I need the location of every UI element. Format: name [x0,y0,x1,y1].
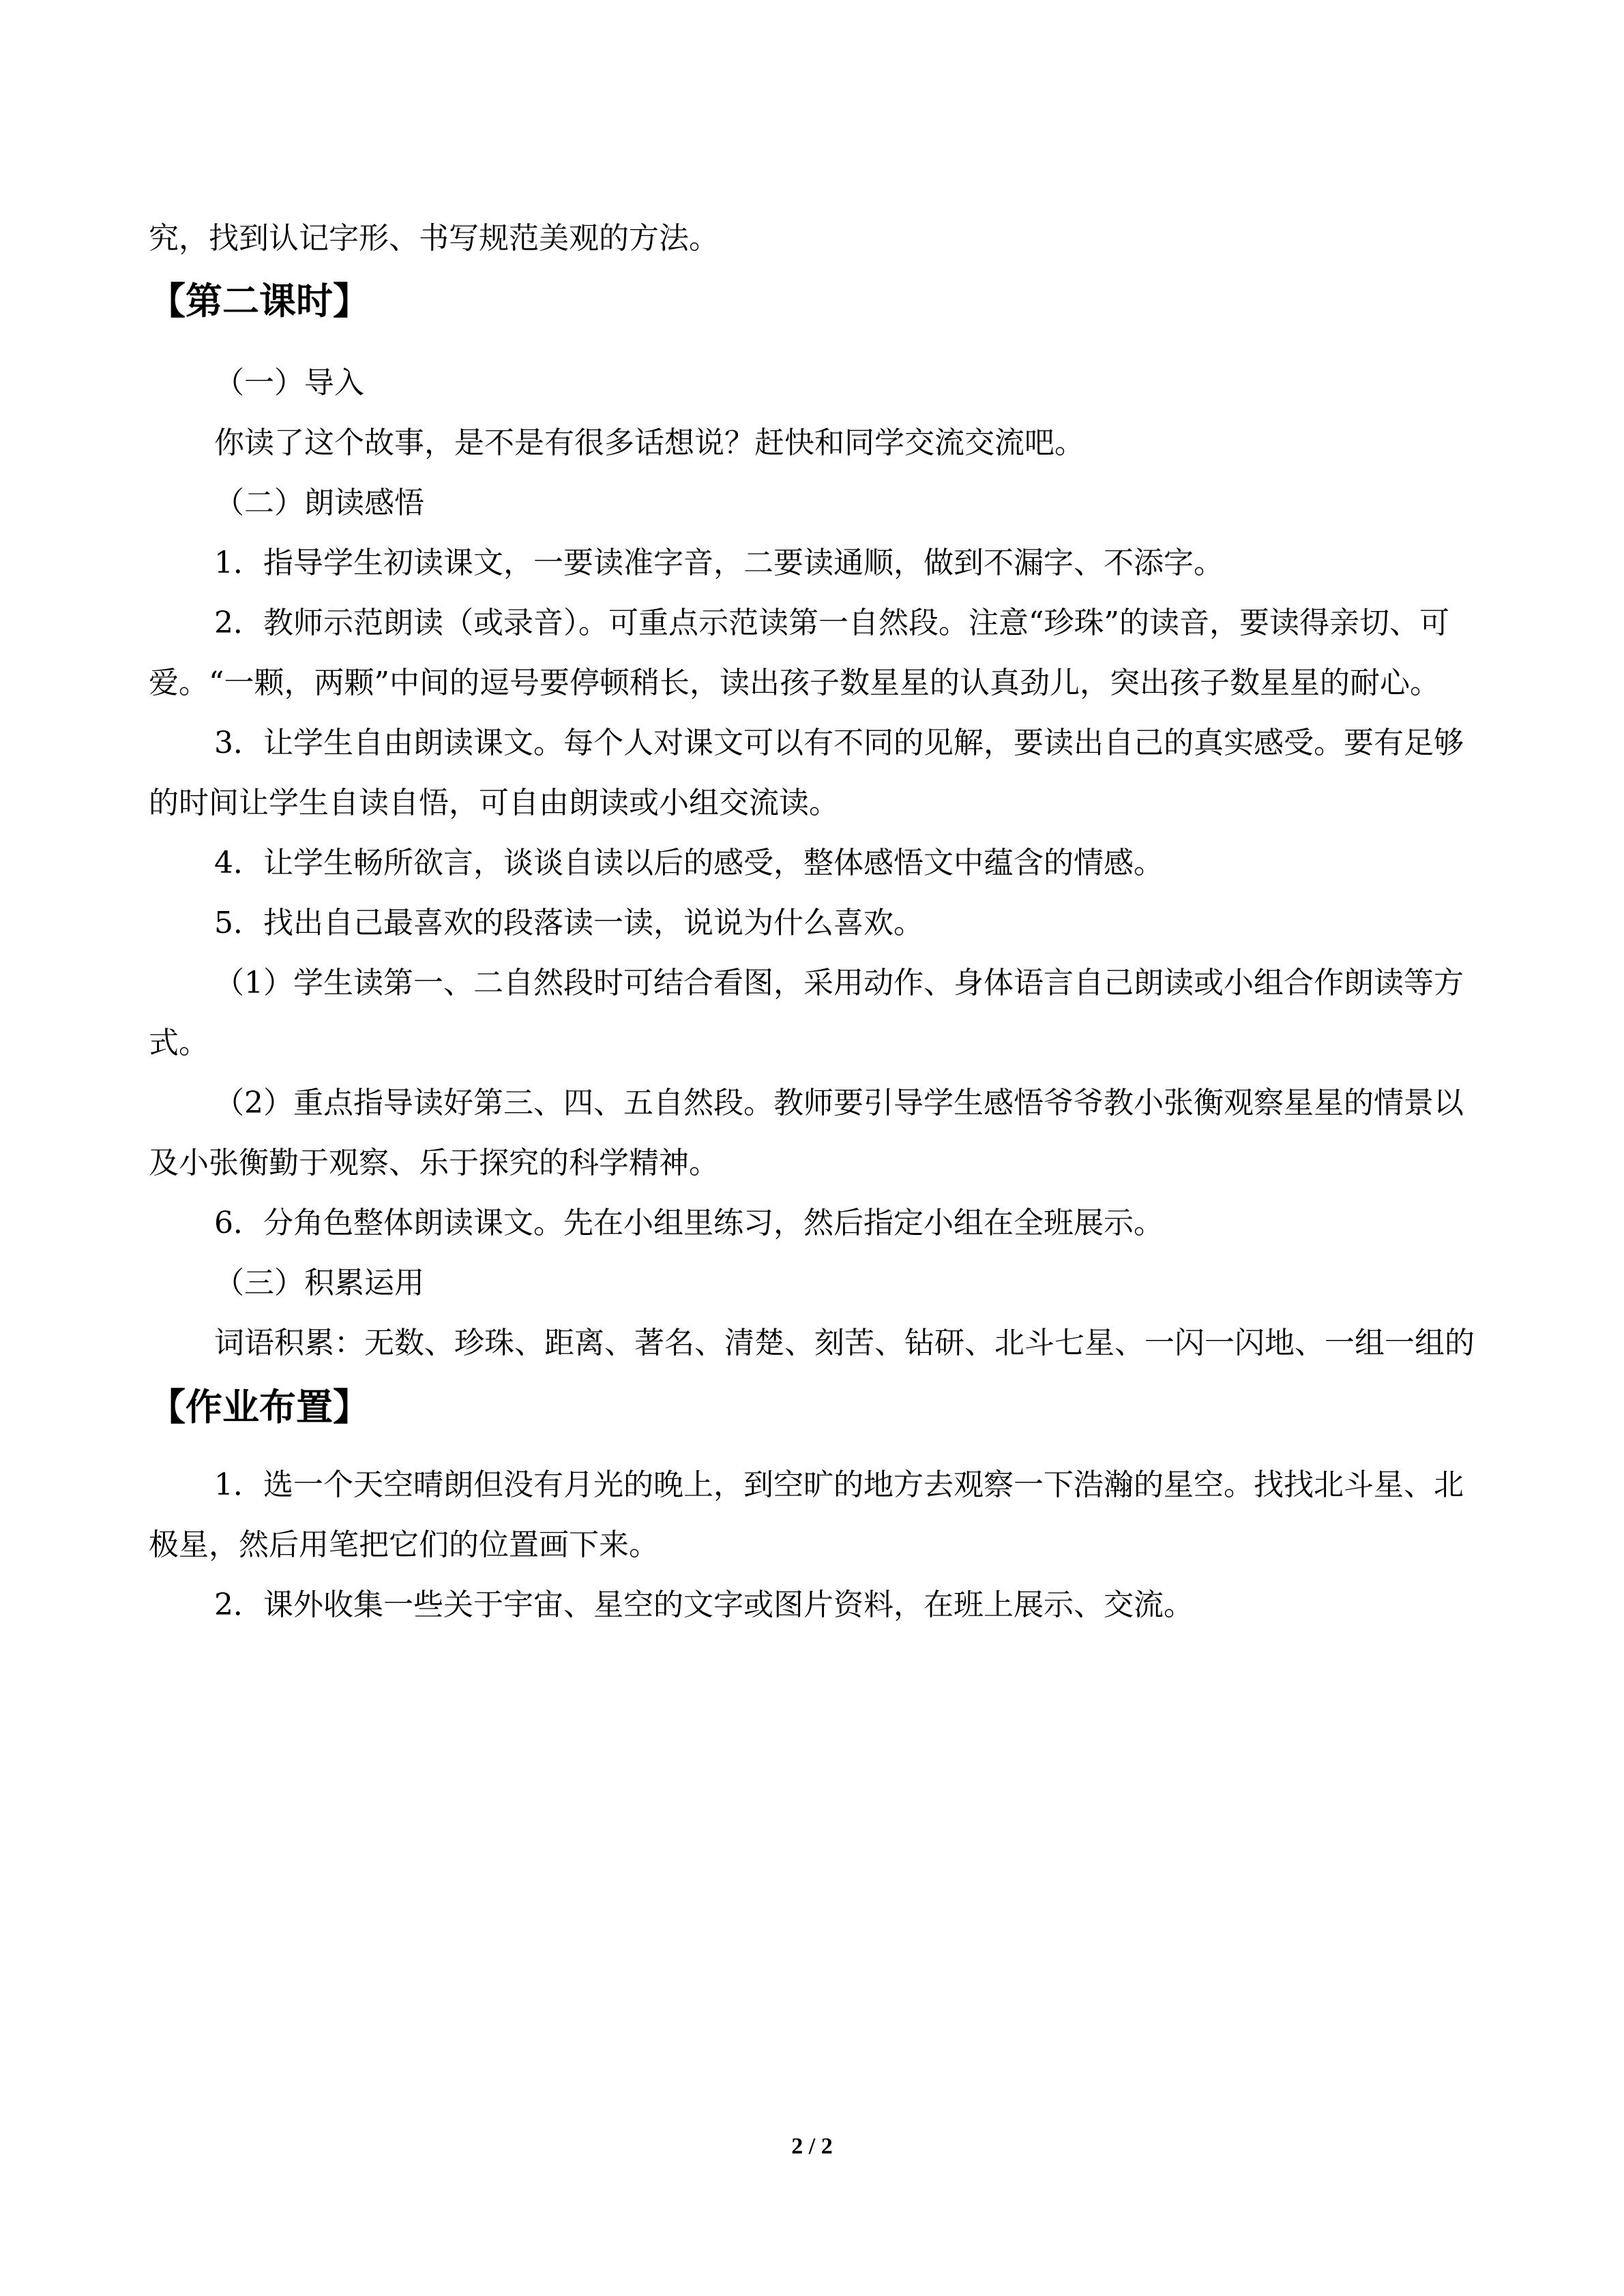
subheading-accumulation: （三）积累运用 [214,1266,424,1300]
document-body [149,209,1475,1635]
list-item: 2．教师示范朗读（或录音）。可重点示范读第一自然段。注意“珍珠”的读音，要读得亲切、可爱。“一颗，两颗”中间的逗号要停顿稍长，读出孩子数星星的认真劲儿，突出孩子数星星的耐心。 [149,606,1449,700]
continued-paragraph: 究，找到认记字形、书写规范美观的方法。 [149,221,719,256]
subheading-intro: （一）导入 [214,366,364,400]
list-item: 6．分角色整体朗读课文。先在小组里练习，然后指定小组在全班展示。 [214,1206,1164,1240]
list-item: 1．选一个天空晴朗但没有月光的晚上，到空旷的地方去观察一下浩瀚的星空。找找北斗星、北极星，然后用笔把它们的位置画下来。 [149,1467,1464,1562]
sub-list-item: （2）重点指导读好第三、四、五自然段。教师要引导学生感悟爷爷教小张衡观察星星的情景以及小张衡勤于观察、乐于探究的科学精神。 [149,1086,1464,1180]
section-heading-second-lesson: 【第二课时】 [149,280,370,323]
sub-list-item: （1）学生读第一、二自然段时可结合看图，采用动作、身体语言自己朗读或小组合作朗读等方式。 [149,966,1464,1060]
paragraph: 词语积累：无数、珍珠、距离、著名、清楚、刻苦、钻研、北斗七星、一闪一闪地、一组一组的 [214,1326,1475,1360]
section-heading-homework: 【作业布置】 [149,1386,370,1429]
list-item: 3．让学生自由朗读课文。每个人对课文可以有不同的见解，要读出自己的真实感受。要有足够的时间让学生自读自悟，可自由朗读或小组交流读。 [149,726,1464,820]
list-item: 5．找出自己最喜欢的段落读一读，说说为什么喜欢。 [214,906,924,940]
list-item: 4．让学生畅所欲言，谈谈自读以后的感受，整体感悟文中蕴含的情感。 [214,846,1164,880]
page-number: 2 / 2 [791,2134,833,2159]
subheading-reading: （二）朗读感悟 [214,486,424,520]
list-item: 2．课外收集一些关于宇宙、星空的文字或图片资料，在班上展示、交流。 [214,1587,1194,1622]
paragraph: 你读了这个故事，是不是有很多话想说？赶快和同学交流交流吧。 [214,426,1084,460]
list-item: 1．指导学生初读课文，一要读准字音，二要读通顺，做到不漏字、不添字。 [214,546,1224,580]
